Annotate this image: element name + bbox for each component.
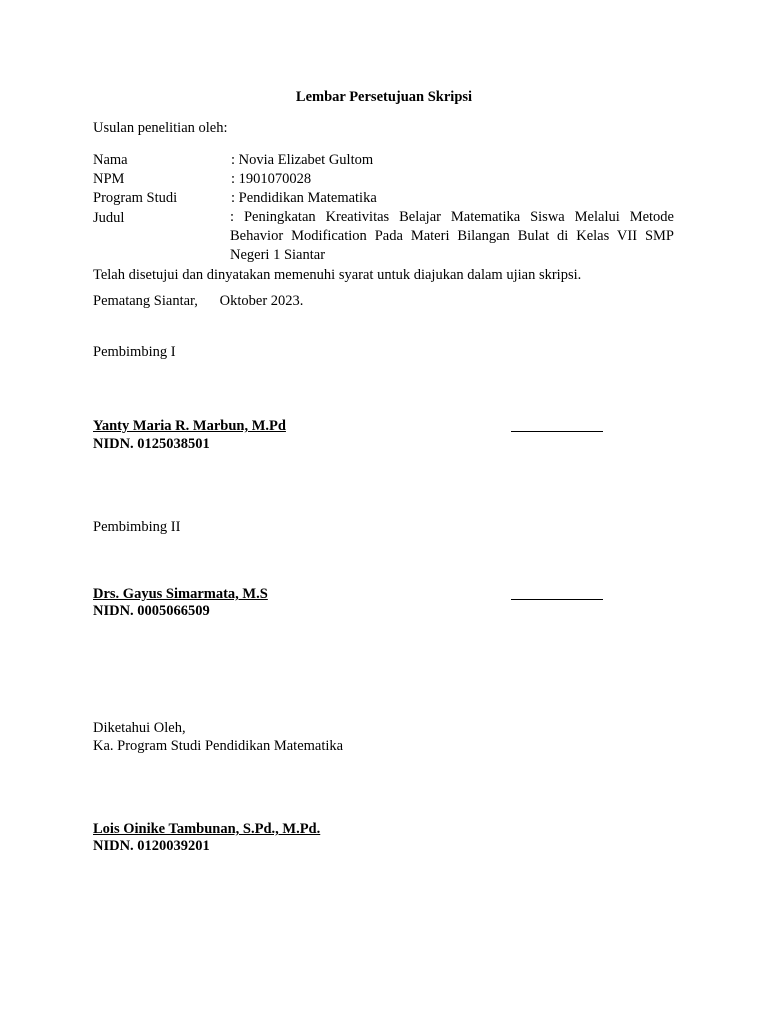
supervisor1-nidn: NIDN. 0125038501 [93,436,210,452]
head-name: Lois Oinike Tambunan, S.Pd., M.Pd. [93,821,321,837]
supervisor1-role: Pembimbing I [93,344,176,360]
prodi-value: : Pendidikan Matematika [231,190,377,206]
npm-label: NPM [93,171,125,187]
head-nidn: NIDN. 0120039201 [93,838,210,854]
npm-value: : 1901070028 [231,171,312,187]
judul-label: Judul [93,210,125,226]
known-by-text: Diketahui Oleh, [93,720,186,736]
place-date: Pematang Siantar, Oktober 2023. [93,293,304,309]
supervisor1-name: Yanty Maria R. Marbun, M.Pd [93,418,286,434]
prodi-label: Program Studi [93,190,178,206]
supervisor1-signature-line [511,431,603,432]
approval-text: Telah disetujui dan dinyatakan memenuhi syarat untuk diajukan dalam ujian skripsi. [93,267,582,283]
nama-label: Nama [93,152,128,168]
judul-value: : Peningkatan Kreativitas Belajar Matematika Siswa Melalui Metode Behavior Modification Pada Materi Bilangan Bulat di Kelas VII SMP Negeri 1 Siantar [230,209,674,263]
supervisor2-signature-line [511,599,603,600]
head-position: Ka. Program Studi Pendidikan Matematika [93,738,344,754]
supervisor2-name: Drs. Gayus Simarmata, M.S [93,586,268,602]
intro-text: Usulan penelitian oleh: [93,120,228,136]
supervisor2-role: Pembimbing II [93,519,181,535]
nama-value: : Novia Elizabet Gultom [231,152,374,168]
supervisor2-nidn: NIDN. 0005066509 [93,603,210,619]
document-title: Lembar Persetujuan Skripsi [295,89,473,105]
